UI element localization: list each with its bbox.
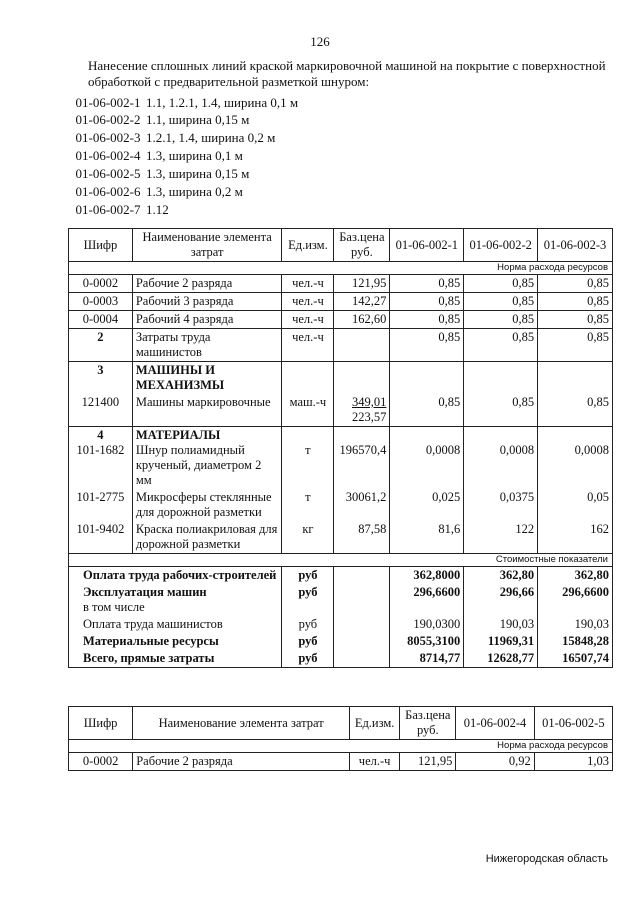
section-row-machines <box>69 362 613 395</box>
row-code: 0-0002 <box>69 753 133 771</box>
norm-subheader: Норма расхода ресурсов <box>69 262 613 275</box>
row-name: Рабочие 2 разряда <box>133 753 350 771</box>
table-row <box>69 293 613 311</box>
row-price <box>334 394 390 427</box>
row-v1: 0,92 <box>456 753 534 771</box>
material-price: 196570,4 <box>339 443 387 457</box>
material-v2: 0,0008 <box>499 443 535 457</box>
header-price: Баз.цена руб. <box>334 229 390 262</box>
row-name: Затраты труда машинистов <box>132 329 282 362</box>
row-code: 101-2775 <box>69 489 133 521</box>
row-unit: чел.-ч <box>282 311 334 329</box>
row-v1: 0,85 <box>390 293 464 311</box>
row-unit: т <box>282 489 334 521</box>
row-v2: 1,03 <box>534 753 612 771</box>
row-code: 121400 <box>69 394 133 427</box>
table-header-row <box>69 707 613 740</box>
header-col-2: 01-06-002-2 <box>464 229 538 262</box>
row-v2: 0,85 <box>464 275 538 293</box>
total-v1: 296,6600 <box>390 584 464 616</box>
total-row <box>69 650 613 668</box>
total-unit: руб <box>282 567 334 585</box>
header-code: Шифр <box>69 707 133 740</box>
section-code: 3 <box>69 362 133 395</box>
total-v3: 16507,74 <box>538 650 613 668</box>
code-list-item <box>70 129 275 146</box>
code-id: 01-06-002-1 <box>75 95 141 110</box>
code-list-item <box>70 94 298 111</box>
header-price: Баз.цена руб. <box>400 707 456 740</box>
row-name <box>132 427 282 490</box>
table-row <box>69 521 613 554</box>
total-unit: руб <box>282 650 334 668</box>
code-id: 01-06-002-7 <box>75 202 141 217</box>
row-name: Краска полиакриловая для дорожной разметки <box>132 521 282 554</box>
table-row <box>69 311 613 329</box>
row-v1: 0,85 <box>390 329 464 362</box>
code-desc: 1.3, ширина 0,1 м <box>146 148 243 163</box>
row-v1: 0,85 <box>390 394 464 427</box>
material-v3: 0,0008 <box>574 443 609 457</box>
table-row <box>69 753 613 771</box>
total-unit: руб <box>282 616 334 633</box>
footer-region: Нижегородская область <box>485 853 608 865</box>
total-row <box>69 584 613 616</box>
price-secondary: 223,57 <box>352 410 387 424</box>
page-number: 126 <box>310 34 330 49</box>
total-v2: 362,80 <box>464 567 538 585</box>
material-unit: т <box>305 443 311 457</box>
header-col-1: 01-06-002-1 <box>390 229 464 262</box>
table-row <box>69 329 613 362</box>
row-v3: 0,85 <box>538 311 613 329</box>
resource-table-second <box>68 706 613 771</box>
material-code: 101-1682 <box>76 443 125 457</box>
code-list-item <box>70 111 249 128</box>
row-v2: 122 <box>464 521 538 554</box>
header-name: Наименование элемента затрат <box>133 707 350 740</box>
row-v1: 0,85 <box>390 275 464 293</box>
cost-subheader: Стоимостные показатели <box>69 554 613 567</box>
row-name: Рабочий 4 разряда <box>132 311 282 329</box>
header-unit: Ед.изм. <box>350 707 400 740</box>
row-price: 162,60 <box>334 311 390 329</box>
section-title: МАШИНЫ И МЕХАНИЗМЫ <box>132 362 282 395</box>
total-v1: 190,0300 <box>390 616 464 633</box>
table-row <box>69 489 613 521</box>
total-row <box>69 567 613 585</box>
code-desc: 1.1, ширина 0,15 м <box>146 112 250 127</box>
row-unit: чел.-ч <box>282 293 334 311</box>
header-col-5: 01-06-002-5 <box>534 707 612 740</box>
header-code: Шифр <box>69 229 133 262</box>
material-name: Шнур полиамидный крученый, диаметром 2 мм <box>135 443 262 487</box>
table-header-row <box>69 229 613 262</box>
row-v2 <box>464 427 538 490</box>
row-v3: 0,05 <box>538 489 613 521</box>
material-v1: 0,0008 <box>425 443 461 457</box>
row-v3: 0,85 <box>538 293 613 311</box>
total-name <box>69 584 282 616</box>
code-desc: 1.1, 1.2.1, 1.4, ширина 0,1 м <box>146 95 299 110</box>
code-list-item <box>70 165 249 182</box>
total-name-text: Эксплуатация машин <box>83 585 207 599</box>
table-row <box>69 275 613 293</box>
total-v2: 11969,31 <box>464 633 538 650</box>
row-price: 121,95 <box>334 275 390 293</box>
row-price: 87,58 <box>334 521 390 554</box>
total-name: Оплата труда рабочих-строителей <box>69 567 282 585</box>
section-row-materials <box>69 427 613 490</box>
header-unit: Ед.изм. <box>282 229 334 262</box>
code-id: 01-06-002-6 <box>75 184 141 199</box>
row-code: 101-9402 <box>69 521 133 554</box>
section-title: МАТЕРИАЛЫ <box>135 428 221 442</box>
code-id: 01-06-002-4 <box>75 148 141 163</box>
total-name: Материальные ресурсы <box>69 633 282 650</box>
row-v2: 0,85 <box>464 293 538 311</box>
row-name: Микросферы стеклянные для дорожной разметки <box>132 489 282 521</box>
header-col-3: 01-06-002-3 <box>538 229 613 262</box>
section-code: 4 <box>97 428 104 442</box>
row-code: 0-0003 <box>69 293 133 311</box>
code-desc: 1.12 <box>146 202 169 217</box>
total-v1: 8055,3100 <box>390 633 464 650</box>
row-code <box>69 427 133 490</box>
row-v1: 0,025 <box>390 489 464 521</box>
row-price: 121,95 <box>400 753 456 771</box>
total-v3: 190,03 <box>538 616 613 633</box>
total-v3: 362,80 <box>538 567 613 585</box>
total-v2: 296,66 <box>464 584 538 616</box>
total-v2: 190,03 <box>464 616 538 633</box>
row-name: Рабочий 3 разряда <box>132 293 282 311</box>
price-main: 349,01 <box>352 395 387 409</box>
row-v1: 0,85 <box>390 311 464 329</box>
resource-table-main <box>68 228 613 668</box>
row-price: 142,27 <box>334 293 390 311</box>
table-row <box>69 394 613 427</box>
row-code: 2 <box>69 329 133 362</box>
row-code: 0-0004 <box>69 311 133 329</box>
row-v1: 81,6 <box>390 521 464 554</box>
row-code: 0-0002 <box>69 275 133 293</box>
total-v3: 15848,28 <box>538 633 613 650</box>
header-col-4: 01-06-002-4 <box>456 707 534 740</box>
row-v2: 0,0375 <box>464 489 538 521</box>
code-desc: 1.2.1, 1.4, ширина 0,2 м <box>146 130 276 145</box>
code-desc: 1.3, ширина 0,2 м <box>146 184 243 199</box>
intro-text: Нанесение сплошных линий краской маркировочной машиной на покрытие с поверхностной обработкой с предварительной разметкой шнуром: <box>88 58 606 89</box>
row-unit <box>282 427 334 490</box>
code-list-item <box>70 147 243 164</box>
code-list-item <box>70 183 243 200</box>
row-name: Рабочие 2 разряда <box>132 275 282 293</box>
total-unit: руб <box>282 633 334 650</box>
code-desc: 1.3, ширина 0,15 м <box>146 166 250 181</box>
row-v3: 162 <box>538 521 613 554</box>
code-id: 01-06-002-3 <box>75 130 141 145</box>
total-extra-text: в том числе <box>83 600 145 614</box>
total-v2: 12628,77 <box>464 650 538 668</box>
row-price <box>334 329 390 362</box>
code-list-item <box>70 201 169 218</box>
row-v3: 0,85 <box>538 394 613 427</box>
total-unit: руб <box>282 584 334 616</box>
total-name: Всего, прямые затраты <box>69 650 282 668</box>
total-row <box>69 633 613 650</box>
row-v1 <box>390 427 464 490</box>
row-v2: 0,85 <box>464 329 538 362</box>
row-v2: 0,85 <box>464 394 538 427</box>
header-name: Наименование элемента затрат <box>132 229 282 262</box>
row-v3 <box>538 427 613 490</box>
row-price: 30061,2 <box>334 489 390 521</box>
row-unit: чел.-ч <box>350 753 400 771</box>
row-name: Машины маркировочные <box>132 394 282 427</box>
total-v3: 296,6600 <box>538 584 613 616</box>
row-v3: 0,85 <box>538 329 613 362</box>
row-price <box>334 427 390 490</box>
norm-subheader: Норма расхода ресурсов <box>69 740 613 753</box>
row-unit: чел.-ч <box>282 275 334 293</box>
code-id: 01-06-002-2 <box>75 112 141 127</box>
row-v3: 0,85 <box>538 275 613 293</box>
total-name: Оплата труда машинистов <box>69 616 282 633</box>
code-id: 01-06-002-5 <box>75 166 141 181</box>
total-v1: 362,8000 <box>390 567 464 585</box>
total-v1: 8714,77 <box>390 650 464 668</box>
row-unit: маш.-ч <box>282 394 334 427</box>
row-unit: кг <box>282 521 334 554</box>
row-unit: чел.-ч <box>282 329 334 362</box>
total-row <box>69 616 613 633</box>
row-v2: 0,85 <box>464 311 538 329</box>
